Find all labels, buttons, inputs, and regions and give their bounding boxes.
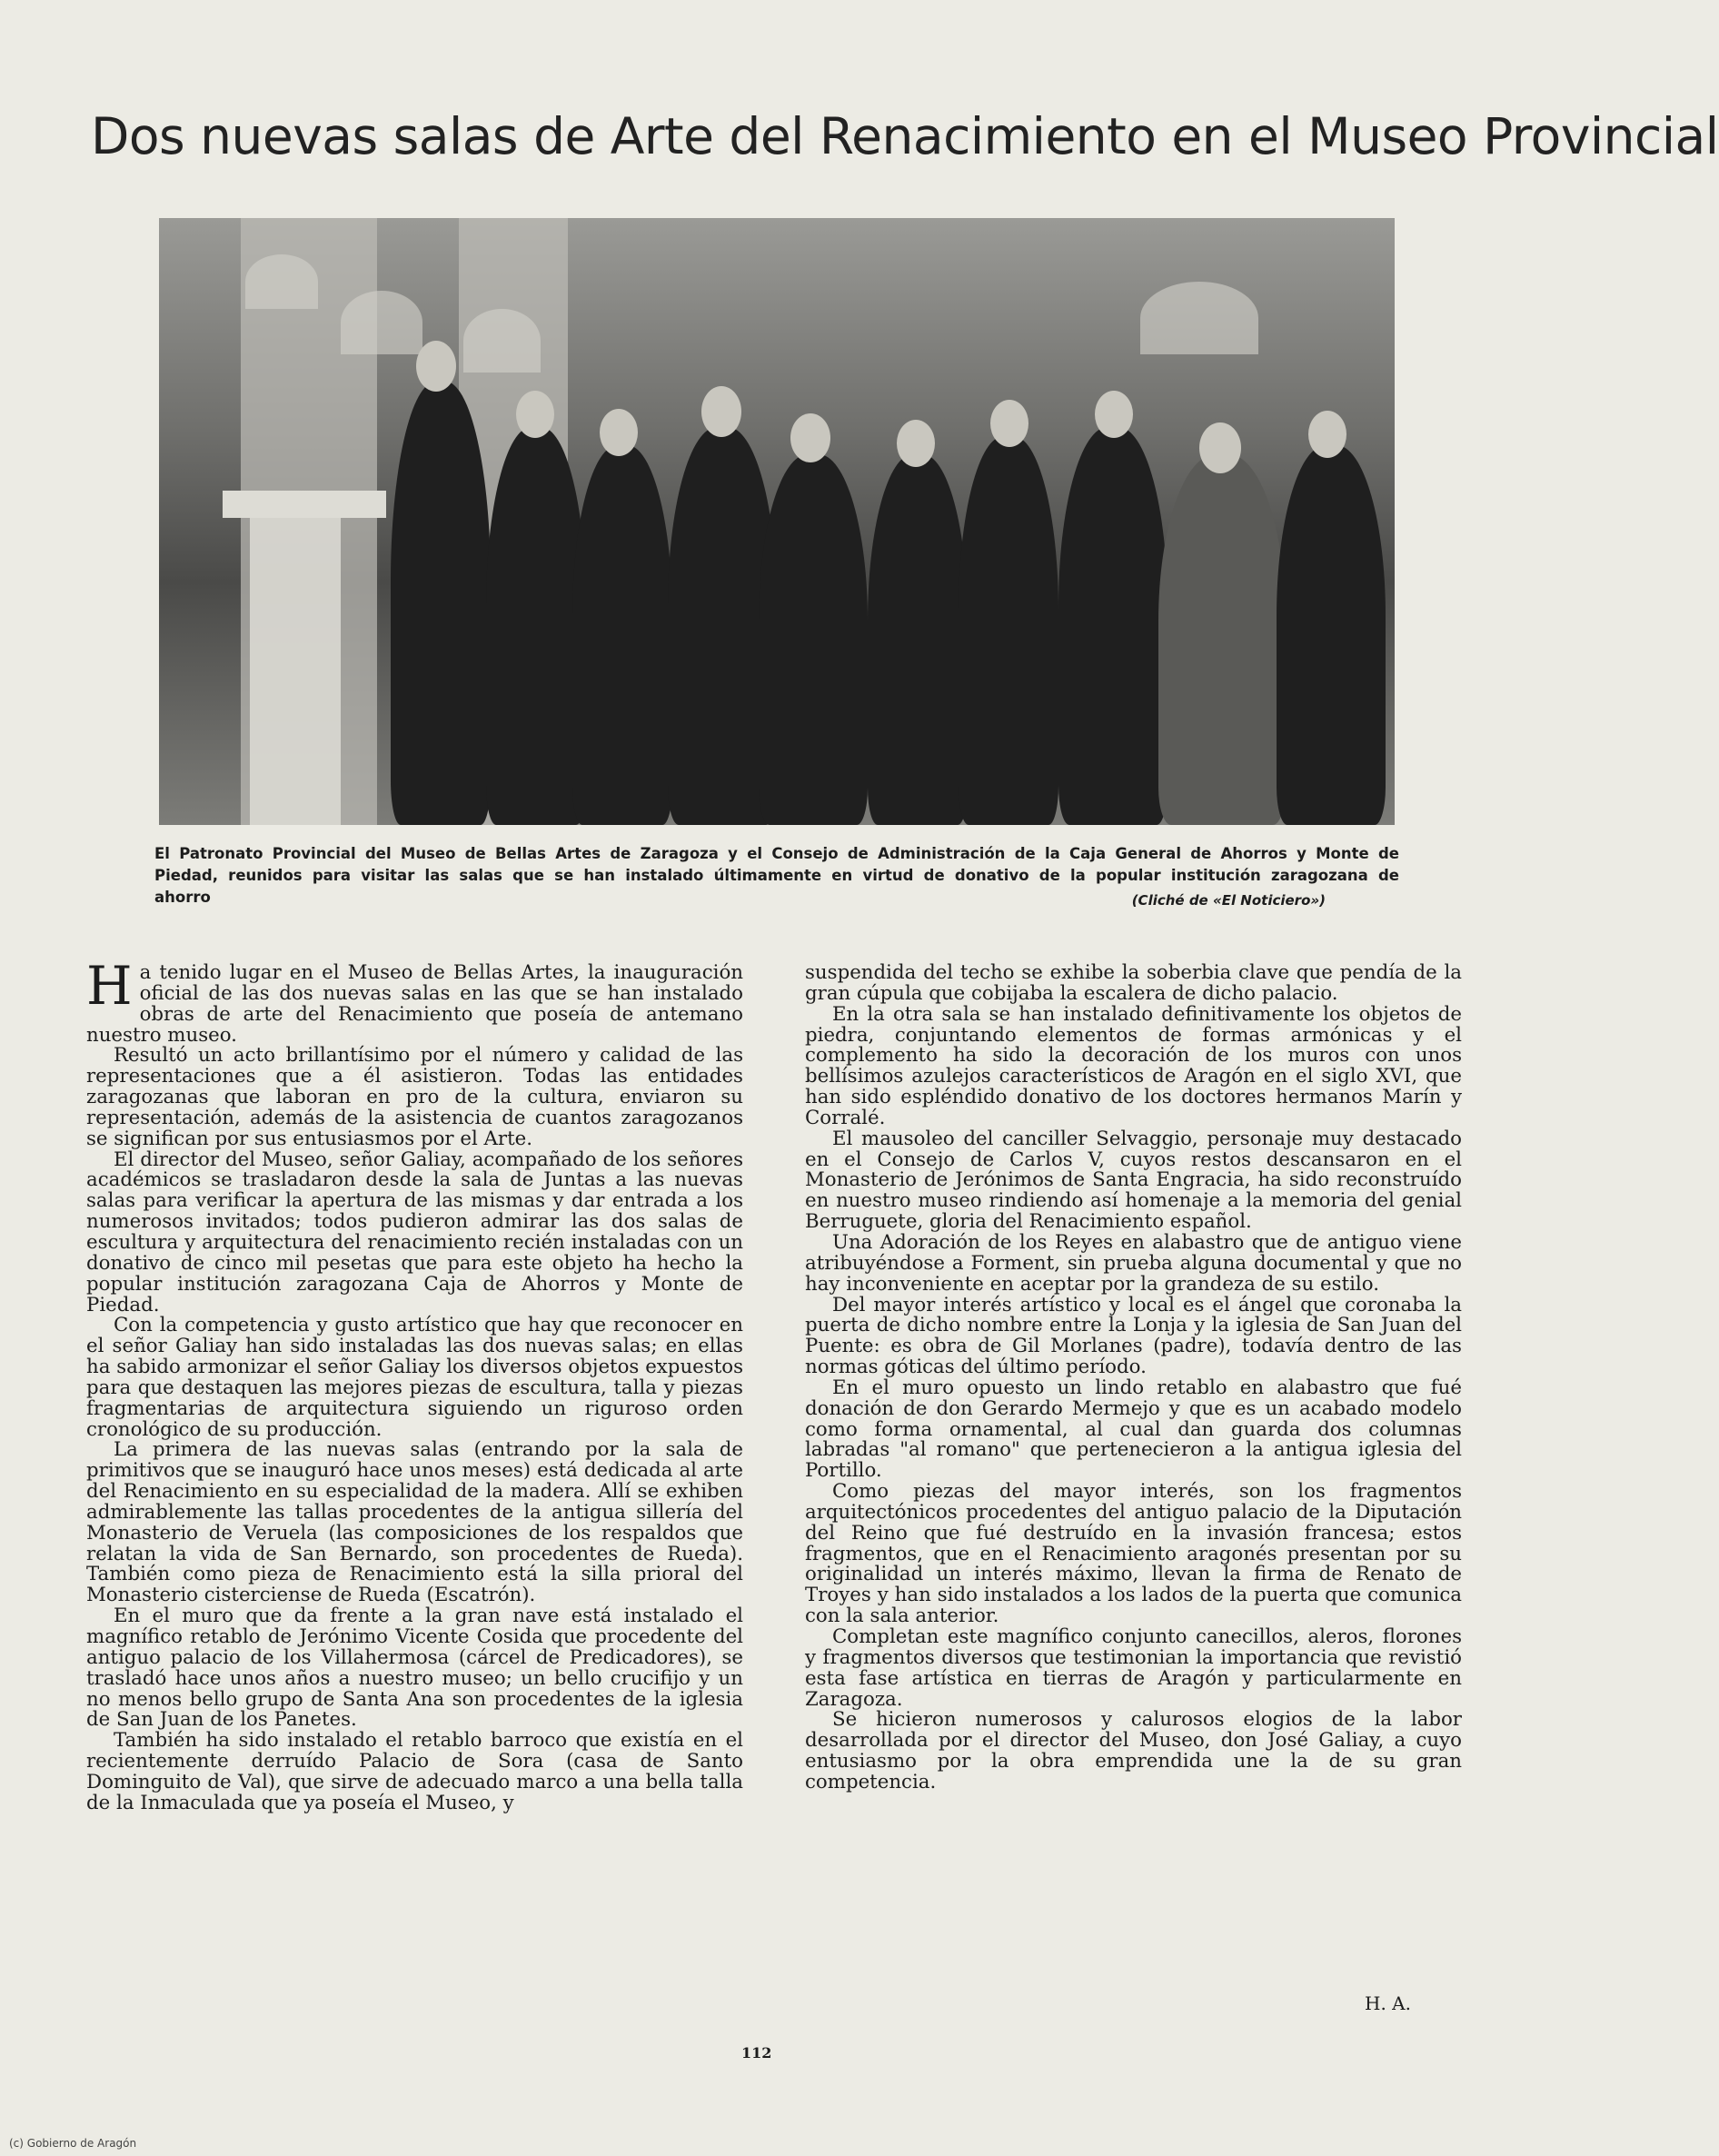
article-paragraph: La primera de las nuevas salas (entrando por la sala de primitivos que se inauguró hace unos meses) está dedicada al arte del Renacimiento en su especialidad de la madera. Allí se exhiben admirablemente las tallas procedentes de la antigua sillería del Monasterio de Veruela (las composiciones de los respaldos que relatan la vida de San Bernardo, son procedentes de Rueda). También como pieza de Renacimiento está la silla prioral del Monasterio cisterciense de Rueda (Escatrón). <box>86 1438 743 1607</box>
caption-line-2: Piedad, reunidos para visitar las salas que se han instalado últimamente en virtud de donativo de la popular institución zaragozana de ahorro <box>154 867 1399 906</box>
copyright-notice: (c) Gobierno de Aragón <box>9 2137 137 2150</box>
photo-shell-carving <box>1140 282 1258 354</box>
article-paragraph: El mausoleo del canciller Selvaggio, personaje muy destacado en el Consejo de Carlos V, cuyos restos descansaron en el Monasterio de Jerónimos de Santa Engracia, ha sido reconstruído en nuestro museo rindiendo así homenaje a la memoria del genial Berruguete, gloria del Renacimiento español. <box>805 1127 1462 1234</box>
photo-head <box>1199 422 1241 473</box>
photo-person <box>959 436 1058 825</box>
photo-pedestal-column <box>250 518 341 825</box>
paragraph-text: a tenido lugar en el Museo de Bellas Artes, la inauguración oficial de las dos nuevas salas en las que se han instalado obras de arte del Renacimiento que poseía de antemano nuestro museo. <box>86 961 743 1047</box>
article-paragraph: Completan este magnífico conjunto canecillos, aleros, florones y fragmentos diversos que testimonian la importancia que revistió esta fase artística en tierras de Aragón y particularmente en Zaragoza. <box>805 1625 1462 1711</box>
photo-head <box>600 409 638 456</box>
photo-person <box>1277 445 1386 825</box>
photo-person <box>868 454 968 825</box>
article-paragraph: En el muro opuesto un lindo retablo en alabastro que fué donación de don Gerardo Mermejo y que es un acabado modelo como forma ornamental, al cual dan guarda dos columnas labradas "al romano" que pertenecieron a la antigua iglesia del Portillo. <box>805 1376 1462 1483</box>
photo-head <box>790 413 830 462</box>
drop-cap: H <box>86 955 133 1017</box>
caption-line-1: El Patronato Provincial del Museo de Bellas Artes de Zaragoza y el Consejo de Administración de la Caja General de Ahorros y Monte de <box>154 845 1399 862</box>
photo-credit: (Cliché de «El Noticiero») <box>1131 892 1326 909</box>
photo-head <box>1308 411 1346 458</box>
photo-head <box>1095 391 1133 438</box>
photo-person <box>391 382 491 825</box>
photo-pedestal-top <box>223 491 386 518</box>
photo-shell-carving <box>463 309 541 373</box>
group-photograph <box>159 218 1395 825</box>
article-title: Dos nuevas salas de Arte del Renacimiento en el Museo Provincial <box>91 107 1719 165</box>
photo-head <box>990 400 1028 447</box>
photo-person <box>486 427 586 825</box>
article-paragraph: Con la competencia y gusto artístico que hay que reconocer en el señor Galiay han sido instaladas las dos nuevas salas; en ellas ha sabido armonizar el señor Galiay los diversos objetos expuestos para que destaquen las mejores piezas de escultura, talla y piezas fragmentarias de arquitectura siguiendo un riguroso orden cronológico de su producción. <box>86 1314 743 1441</box>
article-paragraph: En el muro que da frente a la gran nave está instalado el magnífico retablo de Jerónimo Vicente Cosida que procedente del antiguo palacio de los Villahermosa (cárcel de Predicadores), se trasladó hace unos años a nuestro museo; un bello crucifijo y un no menos bello grupo de Santa Ana son procedentes de la iglesia de San Juan de los Panetes. <box>86 1605 743 1732</box>
photo-person <box>1158 454 1286 825</box>
photo-person <box>759 454 868 825</box>
article-column-right <box>805 963 1462 1793</box>
article-paragraph <box>86 955 743 1047</box>
article-paragraph: Del mayor interés artístico y local es el ángel que coronaba la puerta de dicho nombre entre la Lonja y la iglesia de San Juan del Puente: es obra de Gil Morlanes (padre), todavía dentro de las normas góticas del último período. <box>805 1293 1462 1379</box>
article-paragraph: suspendida del techo se exhibe la soberbia clave que pendía de la gran cúpula que cobijaba la escalera de dicho palacio. <box>805 961 1462 1005</box>
article-paragraph: Se hicieron numerosos y calurosos elogios de la labor desarrollada por el director del Museo, don José Galiay, a cuyo entusiasmo por la obra emprendida une la de su gran competencia. <box>805 1708 1462 1793</box>
photo-head <box>897 420 935 467</box>
article-paragraph: Como piezas del mayor interés, son los fragmentos arquitectónicos procedentes del antiguo palacio de la Diputación del Reino que fué destruído en la invasión francesa; estos fragmentos, que en el Renacimiento aragonés presentan por su originalidad un interés máximo, llevan la firma de Renato de Troyes y han sido instalados a los lados de la puerta que comunica con la sala anterior. <box>805 1480 1462 1628</box>
page-number: 112 <box>741 2044 772 2062</box>
article-paragraph: Una Adoración de los Reyes en alabastro que de antiguo viene atribuyéndose a Forment, sin prueba alguna documental y que no hay inconveniente en aceptar por la grandeza de su estilo. <box>805 1230 1462 1296</box>
photo-head <box>701 386 741 437</box>
photo-shell-carving <box>245 254 318 309</box>
photo-shell-carving <box>341 291 422 354</box>
photo-person <box>1058 427 1168 825</box>
article-column-left <box>86 955 743 1814</box>
photo-head <box>416 341 456 392</box>
author-signature: H. A. <box>1365 1992 1411 2014</box>
photo-person <box>572 445 672 825</box>
article-paragraph: Resultó un acto brillantísimo por el número y calidad de las representaciones que a él asistieron. Todas las entidades zaragozanas que laboran en pro de la cultura, enviaron su representación, además de la asistencia de cuantos zaragozanos se significan por sus entusiasmos por el Arte. <box>86 1044 743 1150</box>
article-paragraph: El director del Museo, señor Galiay, acompañado de los señores académicos se trasladaron desde la sala de Juntas a las nuevas salas para verificar la apertura de las mismas y dar entrada a los numerosos invitados; todos pudieron admirar las dos salas de escultura y arquitectura del renacimiento recién instaladas con un donativo de cinco mil pesetas que para este objeto ha hecho la popular institución zaragozana Caja de Ahorros y Monte de Piedad. <box>86 1148 743 1316</box>
article-paragraph: En la otra sala se han instalado definitivamente los objetos de piedra, conjuntando elementos de formas armónicas y el complemento ha sido la decoración de los muros con unos bellísimos azulejos característicos de Aragón en el siglo XVI, que han sido espléndido donativo de los doctores hermanos Marín y Corralé. <box>805 1002 1462 1129</box>
article-paragraph: También ha sido instalado el retablo barroco que existía en el recientemente derruído Palacio de Sora (casa de Santo Dominguito de Val), que sirve de adecuado marco a una bella talla de la Inmaculada que ya poseía el Museo, y <box>86 1729 743 1814</box>
photo-head <box>516 391 554 438</box>
